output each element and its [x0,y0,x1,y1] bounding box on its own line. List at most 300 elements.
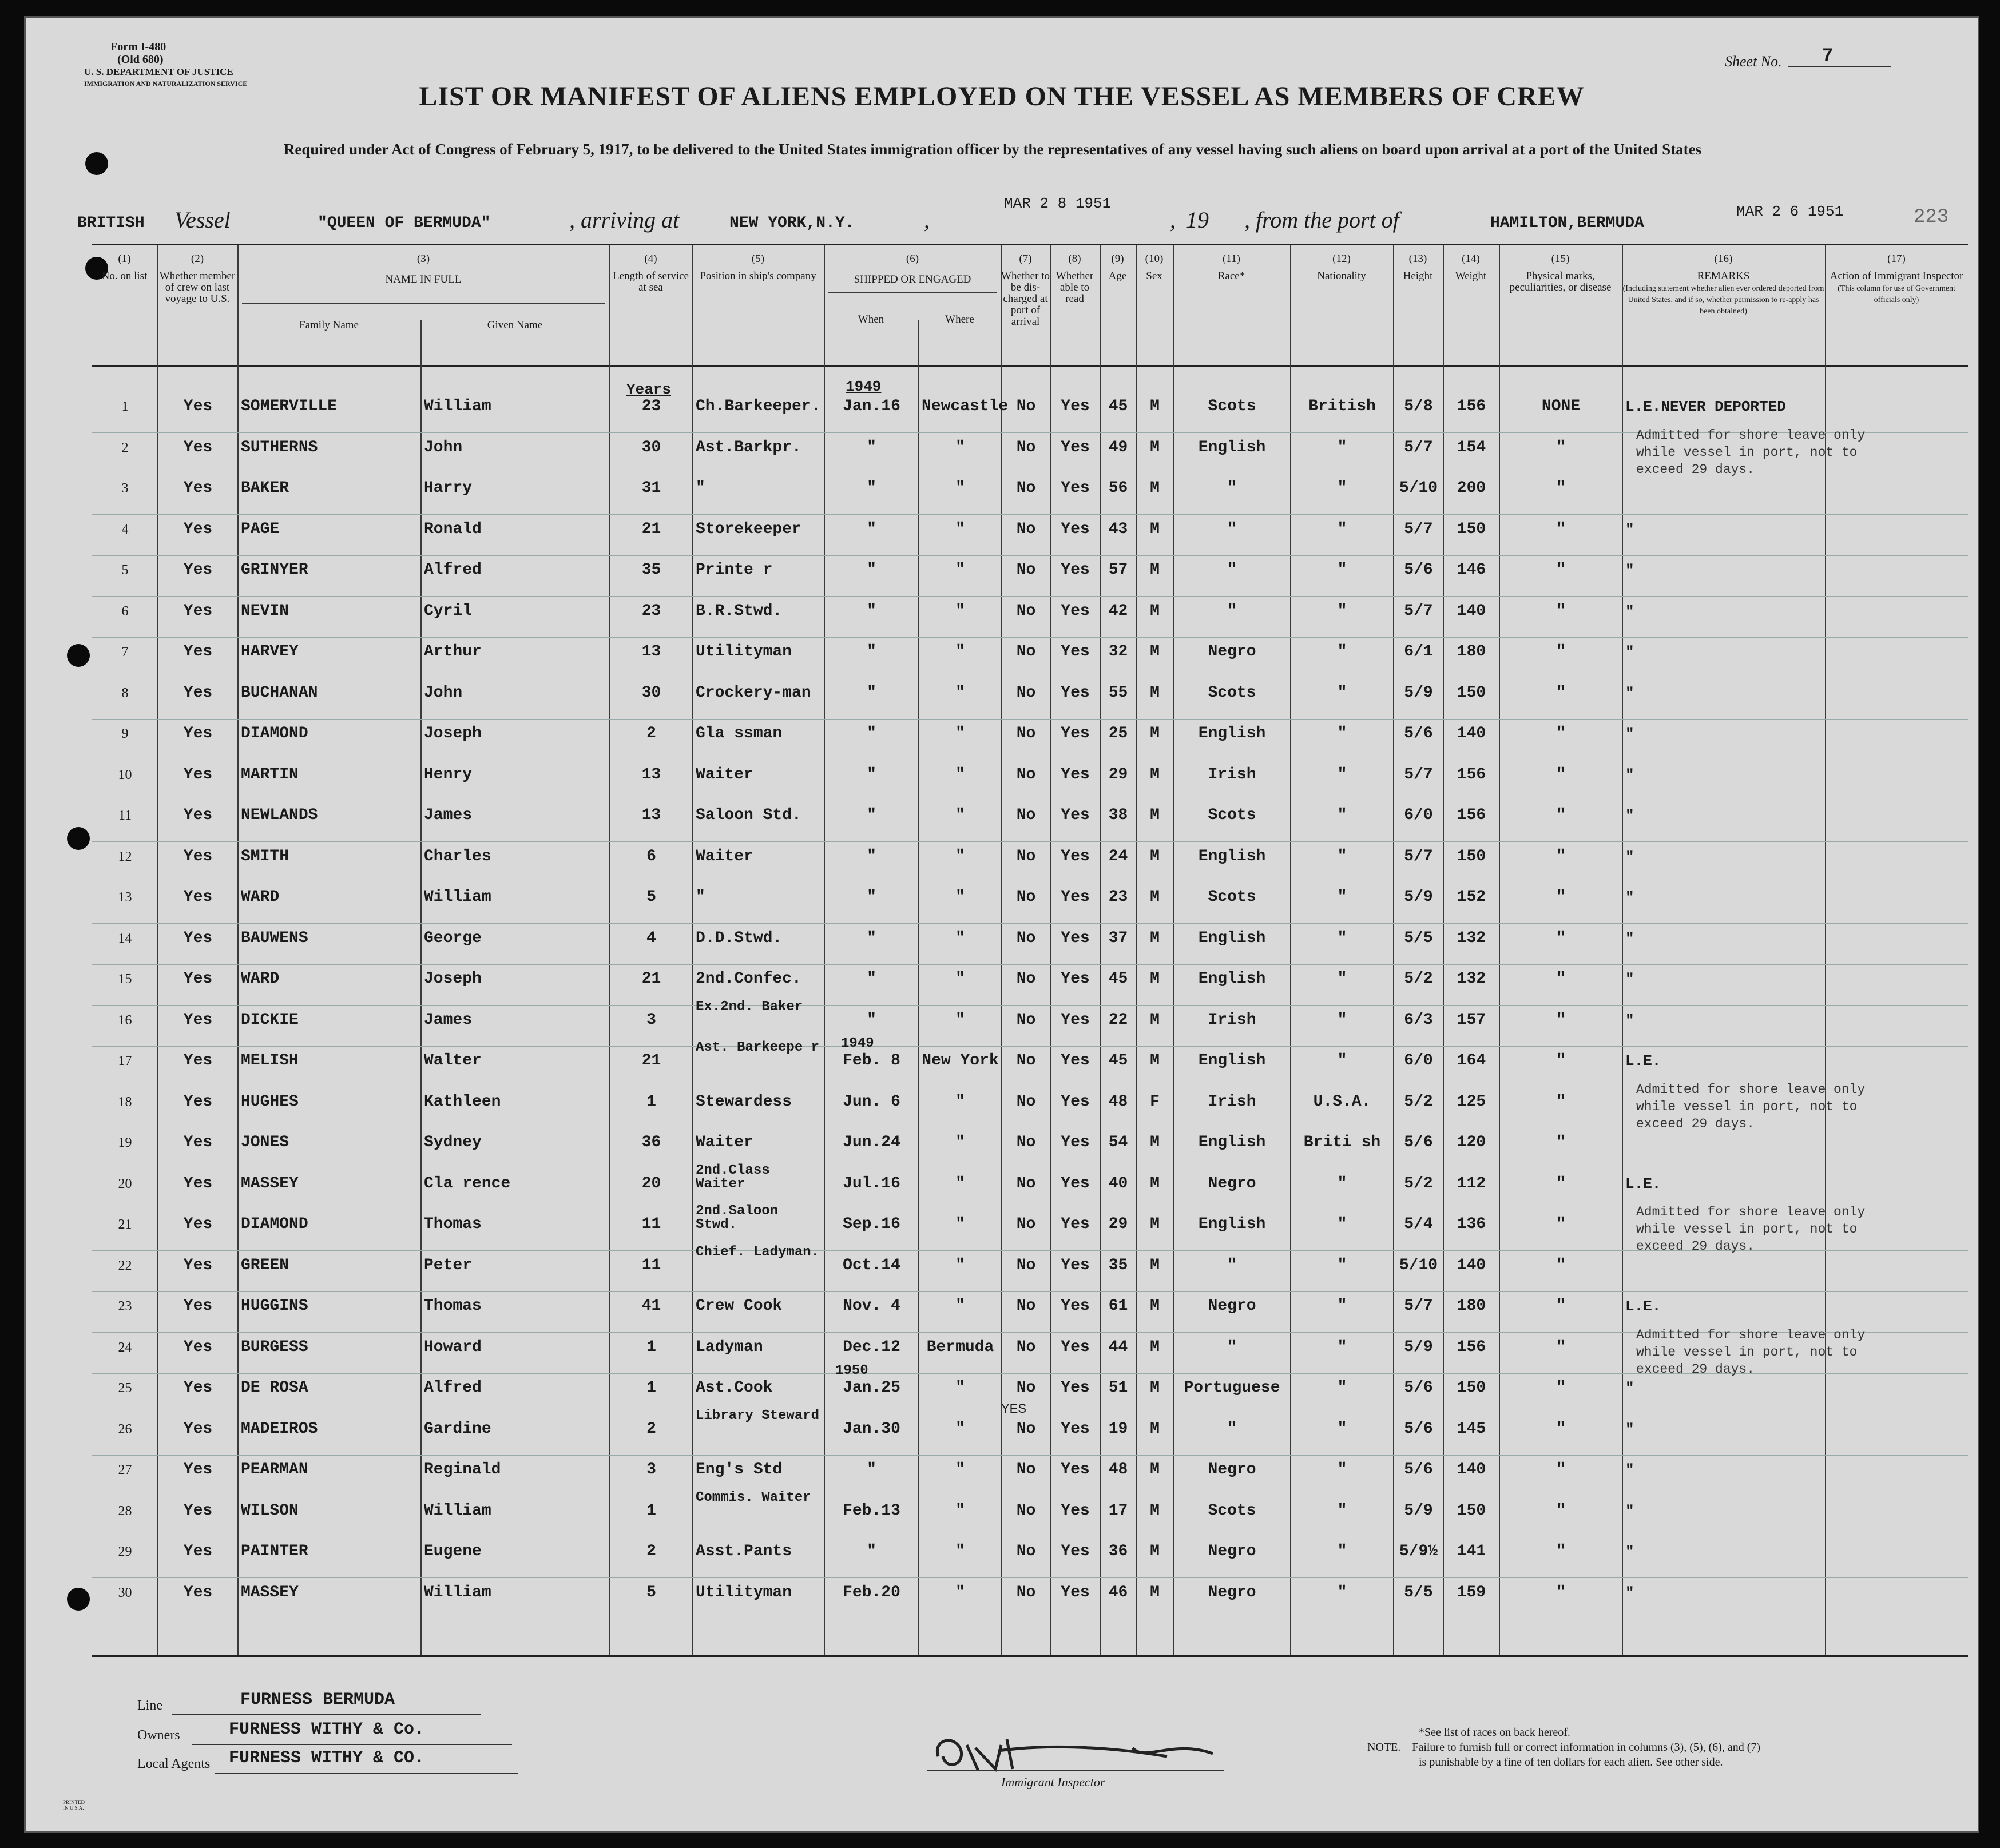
cell-marks: " [1556,1461,1566,1479]
cell-position: Library Steward [696,1408,820,1424]
cell-where: " [955,643,965,661]
cell-height: 5/2 [1404,1092,1433,1111]
cell-age: 42 [1108,602,1128,620]
cell-race: English [1198,1134,1266,1151]
cell-family: WARD [241,888,280,906]
cell-read: Yes [1061,1134,1090,1151]
cell-read: Yes [1061,1052,1090,1070]
cell-no: 9 [121,726,129,741]
cell-when: " [867,1011,876,1029]
cell-race: English [1198,725,1266,742]
cell-discharge: No [1016,888,1036,906]
cell-marks: " [1556,1501,1566,1520]
cell-nationality: " [1337,765,1347,784]
cell-height: 5/6 [1404,1461,1433,1479]
cell-family: WARD [241,970,280,988]
cell-race: " [1227,479,1237,497]
cell-where: Bermuda [926,1338,994,1356]
cell-sex: M [1150,888,1160,906]
cell-sex: M [1150,1215,1160,1233]
cell-age: 36 [1108,1543,1128,1560]
cell-discharge: No [1016,1297,1036,1315]
cell-member: Yes [183,602,213,620]
cell-marks: " [1556,643,1566,661]
agents-value: FURNESS WITHY & CO. [229,1748,425,1768]
cell-no: 22 [118,1258,132,1273]
column-subheader: Where [945,313,974,325]
cell-service: 2 [646,1543,656,1560]
cell-position: Ch.Barkeeper. [696,398,821,415]
cell-sex: M [1150,520,1160,538]
cell-marks: " [1556,1011,1566,1029]
cell-height: 5/9 [1404,1501,1433,1520]
cell-service: 13 [641,806,661,824]
cell-read: Yes [1061,970,1090,988]
cell-race: Irish [1208,1092,1256,1111]
cell-marks: NONE [1541,398,1581,415]
cell-marks: " [1556,520,1566,538]
cell-when: Feb.20 [843,1583,900,1601]
cell-marks: " [1556,1420,1566,1438]
cell-age: 44 [1108,1338,1128,1356]
cell-remarks: " [1625,1011,1634,1029]
cell-given: James [424,806,473,824]
cell-marks: " [1556,1379,1566,1397]
cell-race: Scots [1208,806,1256,824]
cell-nationality: " [1337,1338,1347,1356]
cell-position: Ladyman [696,1338,763,1356]
cell-when: Nov. 4 [843,1297,900,1315]
cell-age: 29 [1108,765,1128,784]
cell-nationality: " [1337,1583,1347,1601]
cell-weight: 150 [1457,683,1486,702]
cell-member: Yes [183,1215,213,1233]
vessel-line: BRITISH Vessel "QUEEN OF BERMUDA" , arriving at NEW YORK,N.Y. , MAR 2 8 1951 , 19 , from the port of HAMILTON,BERMUDA MAR 2 6 1951 223 [77,195,1949,233]
cell-no: 2 [121,440,129,455]
cell-member: Yes [183,765,213,784]
cell-family: WILSON [241,1501,299,1520]
cell-given: Joseph [424,725,482,742]
cell-position: 2nd.Saloon Stwd. [696,1203,779,1233]
cell-marks: " [1556,1297,1566,1315]
cell-weight: 150 [1457,847,1486,865]
cell-race: Portuguese [1184,1379,1280,1397]
cell-no: 18 [118,1094,132,1110]
cell-family: GREEN [241,1256,289,1274]
column-header: Whether able to read [1055,270,1094,305]
cell-where: " [955,888,965,906]
cell-race: Negro [1208,1461,1256,1479]
cell-sex: M [1150,1379,1160,1397]
cell-discharge: No [1016,929,1036,947]
cell-no: 11 [118,808,132,823]
cell-nationality: " [1337,1011,1347,1029]
arriving-port: NEW YORK,N.Y. [729,214,855,232]
cell-given: Thomas [424,1297,482,1315]
cell-discharge: No [1016,765,1036,784]
cell-family: BAKER [241,479,289,497]
cell-family: BURGESS [241,1338,308,1356]
from-port-label: , from the port of [1244,207,1399,233]
cell-service: 36 [641,1134,661,1151]
cell-family: JONES [241,1134,289,1151]
cell-weight: 200 [1457,479,1486,497]
cell-age: 23 [1108,888,1128,906]
cell-race: Negro [1208,1174,1256,1193]
cell-family: DIAMOND [241,725,308,742]
cell-service: 21 [641,970,661,988]
cell-position: Ast.Cook [696,1379,773,1397]
cell-height: 5/5 [1404,929,1433,947]
column-number: (13) [1408,253,1427,265]
cell-discharge: No [1016,1215,1036,1233]
cell-when: " [867,643,876,661]
cell-discharge: No [1016,1092,1036,1111]
cell-marks: " [1556,1215,1566,1233]
cell-where: " [955,479,965,497]
column-header: Whether to be dis-charged at port of arrival [1001,270,1050,328]
cell-remarks: " [1625,725,1634,742]
cell-no: 15 [118,972,132,987]
cell-given: William [424,1583,491,1601]
cell-marks: " [1556,1338,1566,1356]
cell-discharge: No [1016,1174,1036,1193]
cell-member: Yes [183,1501,213,1520]
cell-race: " [1227,1256,1237,1274]
column-header: Position in ship's company [700,270,816,282]
cell-position: Waiter [696,847,753,865]
cell-read: Yes [1061,1583,1090,1601]
cell-no: 6 [121,603,129,619]
cell-discharge: No [1016,1501,1036,1520]
cell-position: Commis. Waiter [696,1489,811,1505]
cell-when: " [867,847,876,865]
cell-height: 5/4 [1404,1215,1433,1233]
column-note: (Including statement whether alien ever ordered deported from United States, and if so, whether permission to re-apply has been obtained) [1622,284,1824,316]
cell-marks: " [1556,1256,1566,1274]
cell-position: Utilityman [696,1583,792,1601]
cell-member: Yes [183,683,213,702]
cell-family: MELISH [241,1052,299,1070]
cell-when: Sep.16 [843,1215,900,1233]
cell-family: MASSEY [241,1174,299,1193]
cell-member: Yes [183,1174,213,1193]
cell-read: Yes [1061,1256,1090,1274]
cell-when: " [867,1543,876,1560]
cell-nationality: " [1337,1420,1347,1438]
cell-nationality: " [1337,438,1347,456]
column-header: Length of service at sea [613,270,689,293]
cell-sex: M [1150,479,1160,497]
cell-where: " [955,683,965,702]
cell-family: SMITH [241,847,289,865]
column-note: (This column for use of Government officials only) [1838,284,1955,304]
cell-race: " [1227,561,1237,579]
cell-age: 48 [1108,1461,1128,1479]
penalty-note-line1: NOTE.—Failure to furnish full or correct information in columns (3), (5), (6), and (7) [1367,1741,1761,1754]
cell-sex: M [1150,1134,1160,1151]
cell-race: English [1198,847,1266,865]
cell-race: " [1227,1420,1237,1438]
cell-age: 35 [1108,1256,1128,1274]
cell-race: Negro [1208,643,1256,661]
cell-given: Eugene [424,1543,482,1560]
vessel-label: Vessel [174,207,231,233]
cell-nationality: " [1337,1501,1347,1520]
cell-discharge: No [1016,602,1036,620]
column-number: (17) [1887,253,1906,265]
cell-nationality: " [1337,888,1347,906]
cell-height: 5/10 [1399,1256,1438,1274]
cell-read: Yes [1061,683,1090,702]
cell-weight: 141 [1457,1543,1486,1560]
cell-service: 20 [641,1174,661,1193]
cell-nationality: " [1337,520,1347,538]
cell-family: DICKIE [241,1011,299,1029]
cell-nationality: " [1337,1461,1347,1479]
cell-no: 1 [121,399,129,414]
cell-nationality: " [1337,806,1347,824]
agents-label: Local Agents [137,1756,211,1771]
cell-family: BUCHANAN [241,683,318,702]
cell-given: Thomas [424,1215,482,1233]
cell-given: Howard [424,1338,482,1356]
cell-no: 17 [118,1054,132,1068]
cell-height: 5/6 [1404,561,1433,579]
cell-race: English [1198,970,1266,988]
cell-remarks: " [1625,971,1634,988]
cell-position: 2nd.Confec. [696,970,801,988]
cell-read: Yes [1061,1461,1090,1479]
cell-marks: " [1556,1543,1566,1560]
cell-remarks: " [1625,1584,1634,1601]
cell-weight: 180 [1457,643,1486,661]
remark-note-line: while vessel in port, not to [1636,1222,1858,1237]
cell-read: Yes [1061,847,1090,865]
cell-race: English [1198,1052,1266,1070]
cell-service: 11 [641,1215,661,1233]
cell-weight: 136 [1457,1215,1486,1233]
cell-service: 23 [641,602,661,620]
arriving-label: , arriving at [569,207,680,233]
cell-weight: 150 [1457,1501,1486,1520]
cell-read: Yes [1061,765,1090,784]
cell-read: Yes [1061,1011,1090,1029]
cell-age: 22 [1108,1011,1128,1029]
cell-position: Ast.Barkpr. [696,438,801,456]
remark-note-line: Admitted for shore leave only [1636,427,1866,443]
cell-given: Alfred [424,561,482,579]
cell-when: Jan.16 [843,398,900,415]
manifest-page [24,16,1979,1833]
cell-when: " [867,929,876,947]
cell-age: 24 [1108,847,1128,865]
cell-member: Yes [183,479,213,497]
cell-sex: M [1150,1461,1160,1479]
cell-discharge: No [1016,1461,1036,1479]
cell-no: 24 [118,1340,132,1355]
cell-sex: M [1150,602,1160,620]
column-number: (2) [191,253,204,265]
cell-height: 5/9 [1404,683,1433,702]
cell-age: 43 [1108,520,1128,538]
column-number: (1) [118,253,131,265]
cell-service: 30 [641,438,661,456]
cell-height: 5/7 [1404,1297,1433,1315]
year-marker: 1950 [835,1363,868,1378]
cell-discharge: No [1016,643,1036,661]
cell-height: 5/5 [1404,1583,1433,1601]
cell-given: Kathleen [424,1092,501,1111]
footer-note [1367,1725,1760,1770]
cell-position: Asst.Pants [696,1543,792,1560]
cell-given: Cyril [424,602,473,620]
cell-family: BAUWENS [241,929,308,947]
cell-read: Yes [1061,643,1090,661]
cell-sex: M [1150,929,1160,947]
cell-member: Yes [183,725,213,742]
inspector-label: Immigrant Inspector [1001,1775,1105,1789]
stamp-number: 223 [1914,206,1949,228]
cell-sex: M [1150,1338,1160,1356]
crew-table [92,244,1968,1657]
cell-when: " [867,970,876,988]
cell-position: Crew Cook [696,1297,783,1315]
cell-service: 2 [646,1420,656,1438]
cell-weight: 132 [1457,929,1486,947]
cell-family: NEVIN [241,602,289,620]
cell-family: MADEIROS [241,1420,318,1438]
column-number: (10) [1145,253,1164,265]
cell-weight: 157 [1457,1011,1486,1029]
cell-service: 4 [646,929,656,947]
cell-nationality: " [1337,1215,1347,1233]
cell-discharge: No [1016,479,1036,497]
cell-read: Yes [1061,1092,1090,1111]
cell-service: 35 [641,561,661,579]
cell-read: Yes [1061,806,1090,824]
cell-read: Yes [1061,888,1090,906]
cell-height: 5/2 [1404,970,1433,988]
cell-no: 29 [118,1544,132,1559]
cell-where: " [955,1379,965,1397]
cell-discharge: No [1016,806,1036,824]
cell-sex: M [1150,643,1160,661]
cell-weight: 145 [1457,1420,1486,1438]
cell-nationality: " [1337,1052,1347,1070]
remark-note-line: Admitted for shore leave only [1636,1205,1866,1219]
cell-age: 45 [1108,970,1128,988]
cell-service: 30 [641,683,661,702]
cell-age: 45 [1108,398,1128,415]
cell-weight: 140 [1457,1461,1486,1479]
cell-height: 6/1 [1404,643,1433,661]
cell-weight: 146 [1457,561,1486,579]
column-header: NAME IN FULL [385,273,462,285]
column-number: (4) [644,253,657,265]
cell-when: Jul.16 [843,1174,900,1193]
column-number: (3) [416,253,430,265]
cell-sex: M [1150,970,1160,988]
form-old-number: (Old 680) [117,53,164,66]
cell-marks: " [1556,1583,1566,1601]
cell-height: 5/9 [1404,888,1433,906]
cell-nationality: " [1337,643,1347,661]
cell-height: 5/7 [1404,847,1433,865]
cell-no: 3 [121,481,129,496]
cell-nationality: " [1337,1256,1347,1274]
cell-age: 56 [1108,479,1128,497]
cell-marks: " [1556,438,1566,456]
line-value: FURNESS BERMUDA [240,1690,395,1710]
cell-remarks: " [1625,643,1634,661]
cell-race: Irish [1208,1011,1256,1029]
cell-weight: 164 [1457,1052,1486,1070]
column-number: (14) [1462,253,1480,265]
cell-family: GRINYER [241,561,308,579]
remark-note-line: exceed 29 days. [1636,1361,1755,1377]
cell-member: Yes [183,1379,213,1397]
cell-read: Yes [1061,479,1090,497]
cell-remarks: " [1625,562,1634,579]
owners-label: Owners [137,1728,180,1743]
cell-service: 21 [641,520,661,538]
remark-note-line: exceed 29 days. [1636,1116,1755,1131]
cell-where: " [955,1215,965,1233]
cell-sex: M [1150,683,1160,702]
cell-height: 5/6 [1404,1134,1433,1151]
cell-age: 17 [1108,1501,1128,1520]
cell-where: " [955,520,965,538]
cell-given: George [424,929,482,947]
cell-given: Gardine [424,1420,491,1438]
vessel-name: "QUEEN OF BERMUDA" [318,214,491,232]
cell-service: 3 [646,1011,656,1029]
cell-weight: 150 [1457,520,1486,538]
cell-age: 49 [1108,438,1128,456]
cell-where: " [955,1543,965,1560]
cell-no: 7 [121,645,129,659]
cell-remarks: " [1625,766,1634,784]
cell-weight: 152 [1457,888,1486,906]
column-number: (11) [1223,253,1240,265]
cell-member: Yes [183,806,213,824]
cell-given: Ronald [424,520,482,538]
cell-height: 5/7 [1404,765,1433,784]
cell-where: " [955,438,965,456]
cell-read: Yes [1061,520,1090,538]
cell-when: Dec.12 [843,1338,900,1356]
cell-when: " [867,561,876,579]
remark-note-line: while vessel in port, not to [1636,1099,1858,1114]
cell-no: 21 [118,1217,132,1232]
cell-marks: " [1556,888,1566,906]
cell-height: 5/7 [1404,520,1433,538]
punch-hole [67,1588,90,1611]
cell-where: " [955,1092,965,1111]
cell-member: Yes [183,643,213,661]
cell-nationality: " [1337,1379,1347,1397]
cell-weight: 132 [1457,970,1486,988]
cell-where: " [955,1297,965,1315]
cell-marks: " [1556,847,1566,865]
cell-position: Waiter [696,765,753,784]
cell-position: Crockery-man [696,683,811,702]
cell-marks: " [1556,1052,1566,1070]
cell-age: 48 [1108,1092,1128,1111]
cell-read: Yes [1061,1174,1090,1193]
owners-value: FURNESS WITHY & Co. [229,1720,425,1739]
